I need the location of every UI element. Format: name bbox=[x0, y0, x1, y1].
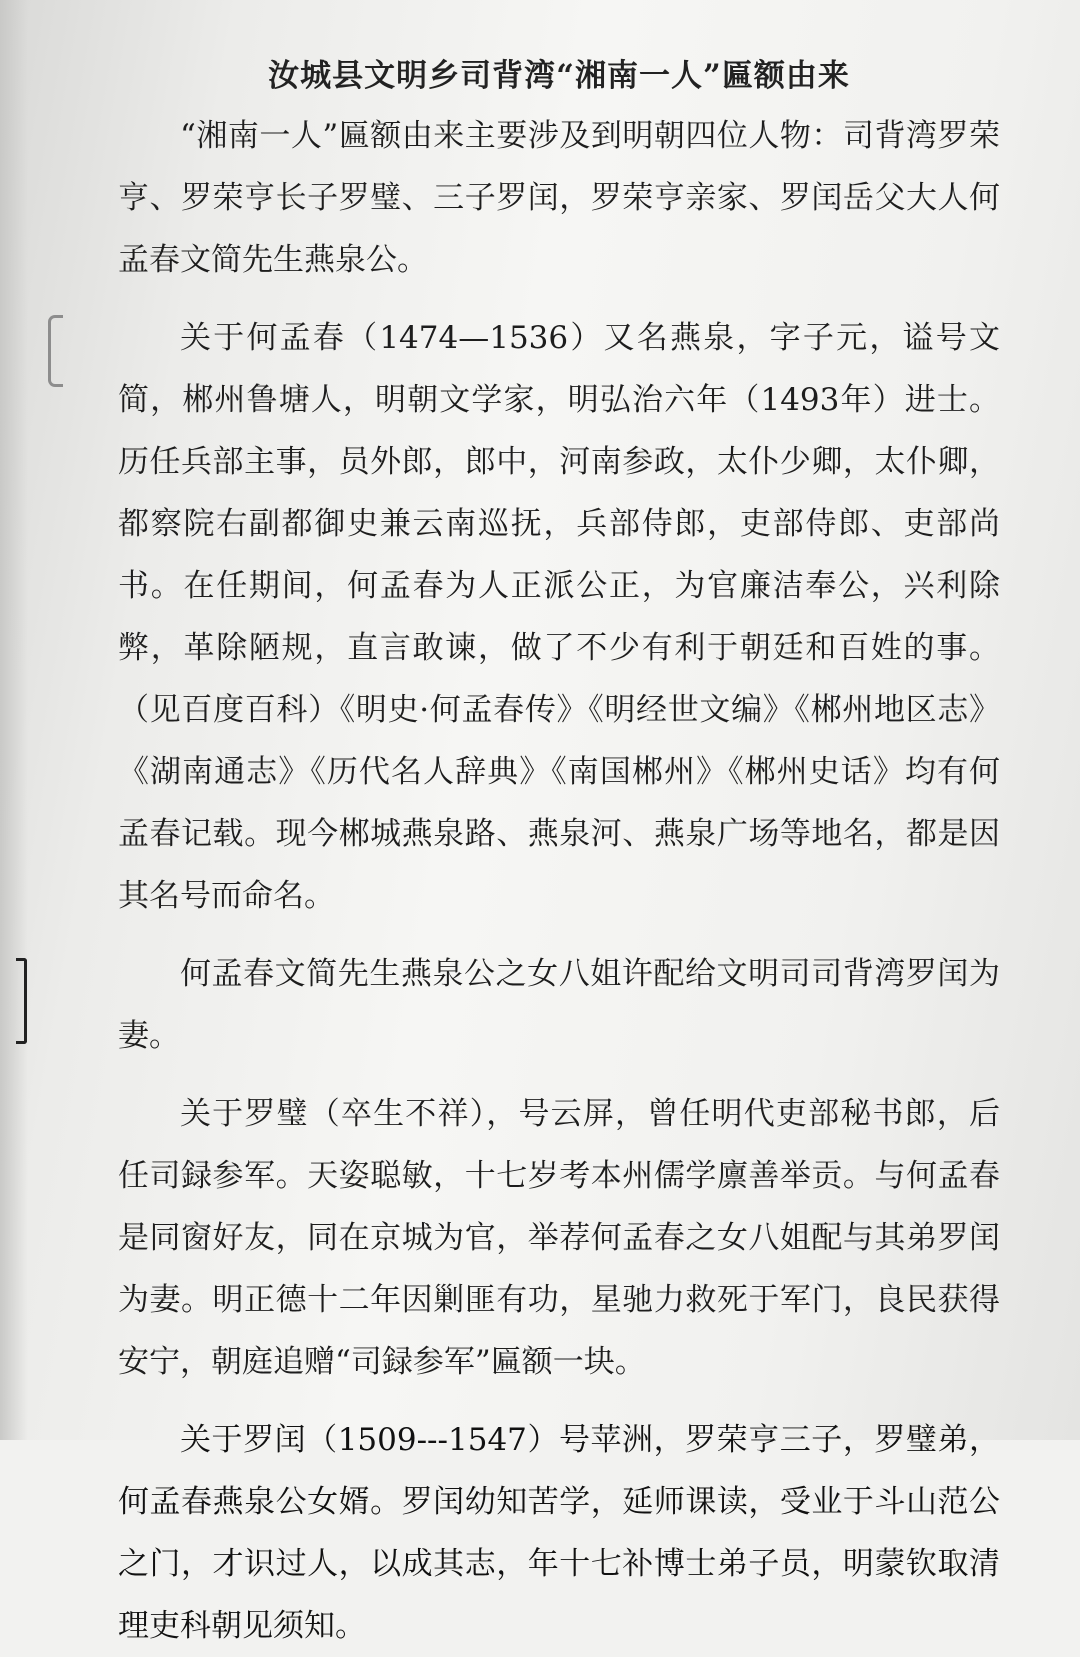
paragraph-3: 何孟春文简先生燕泉公之女八姐许配给文明司司背湾罗闰为妻。 bbox=[118, 956, 1000, 1054]
paragraph-2: 关于何孟春（1474—1536）又名燕泉，字子元，谥号文简，郴州鲁塘人，明朝文学家，明弘治六年（1493年）进士。历任兵部主事，员外郎，郎中，河南参政，太仆少卿，太仆卿，都察院右副都御史兼云南巡抚，兵部侍郎，吏部侍郎、吏部尚书。在任期间，何孟春为人正派公正，为官廉洁奉公，兴利除弊，革除陋规，直言敢谏，做了不少有利于朝廷和百姓的事。（见百度百科）《明史·何孟春传》《明经世文编》《郴州地区志》《湖南通志》《历代名人辞典》《南国郴州》《郴州史话》均有何孟春记载。现今郴城燕泉路、燕泉河、燕泉广场等地名，都是因其名号而命名。 bbox=[118, 320, 1000, 914]
paragraph-5: 关于罗闰（1509---1547）号苹洲，罗荣亨三子，罗璧弟，何孟春燕泉公女婿。罗闰幼知苦学，延师课读，受业于斗山范公之门，才识过人，以成其志，年十七补博士弟子员，明蒙钦取清理吏科朝见须知。 bbox=[118, 1422, 1000, 1644]
document-content bbox=[118, 50, 1000, 1657]
paragraph-1: “湘南一人”匾额由来主要涉及到明朝四位人物：司背湾罗荣亨、罗荣亨长子罗璧、三子罗闰，罗荣亨亲家、罗闰岳父大人何孟春文简先生燕泉公。 bbox=[118, 118, 1000, 278]
binding-mark-icon bbox=[16, 958, 27, 1044]
paper-edge-shadow bbox=[0, 0, 28, 1440]
paragraph-4: 关于罗璧（卒生不祥），号云屏，曾任明代吏部秘书郎，后任司録参军。天姿聪敏，十七岁考本州儒学廪善举贡。与何孟春是同窗好友，同在京城为官，举荐何孟春之女八姐配与其弟罗闰为妻。明正德十二年因剿匪有功，星驰力救死于军门，良民获得安宁，朝庭追赠“司録参军”匾额一块。 bbox=[118, 1096, 1000, 1380]
document-title: 汝城县文明乡司背湾“湘南一人”匾额由来 bbox=[268, 58, 850, 94]
staple-icon bbox=[48, 315, 63, 387]
